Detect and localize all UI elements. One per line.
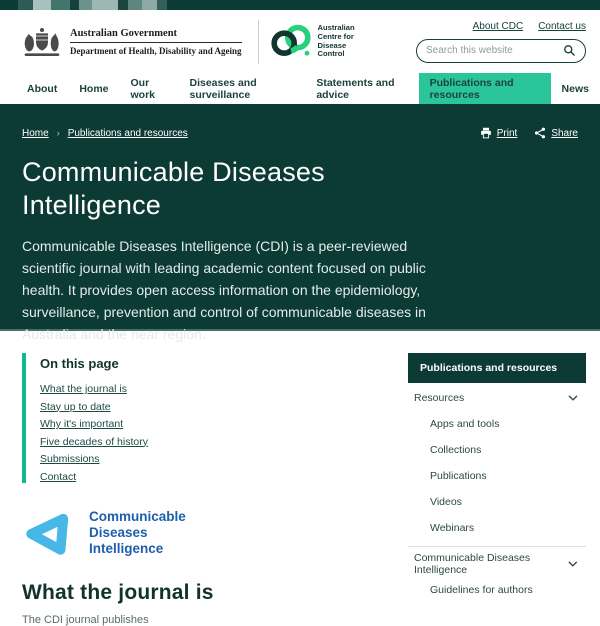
contact-us-link[interactable]: Contact us <box>538 20 586 32</box>
nav-item-our-work[interactable]: Our work <box>130 76 156 101</box>
sidebar-item-guidelines-for-authors[interactable]: Guidelines for authors <box>430 584 533 596</box>
government-line2: Department of Health, Disability and Ageing <box>70 45 242 56</box>
header-divider <box>258 20 259 64</box>
print-icon <box>480 127 492 139</box>
nav-item-diseases-and-surveillance[interactable]: Diseases and surveillance <box>189 76 257 101</box>
on-this-page-title: On this page <box>40 356 119 371</box>
sidebar-item-publications[interactable]: Publications <box>430 470 487 482</box>
toc-link-contact[interactable]: Contact <box>40 470 77 483</box>
sidebar-title: Publications and resources <box>408 353 586 383</box>
sidebar-menu <box>408 353 586 626</box>
main-nav <box>0 73 600 104</box>
sidebar-item-resources-label: Resources <box>414 392 465 404</box>
sidebar-item-resources[interactable] <box>408 385 586 411</box>
sidebar-item-cdi-label: Communicable Diseases Intelligence <box>414 552 531 576</box>
government-text <box>70 28 242 56</box>
coat-of-arms-icon <box>22 25 62 59</box>
content-area <box>0 331 600 626</box>
sidebar-item-webinars[interactable]: Webinars <box>430 522 475 534</box>
toc-link-five-decades-of-history[interactable]: Five decades of history <box>40 435 148 448</box>
cdc-logo-line2: Centre for <box>317 31 354 41</box>
sidebar-divider <box>408 546 586 547</box>
chevron-down-icon[interactable] <box>568 395 578 402</box>
page-intro: Communicable Diseases Intelligence (CDI) is a peer-reviewed scientific journal with leading academic content focused on public health. It provides open access information on the epidemiology, surveillance, prevention and control of communicable diseases in Australia and the near region. <box>22 238 426 342</box>
cdc-rings-icon <box>271 23 311 61</box>
print-action[interactable] <box>480 127 518 139</box>
nav-item-about[interactable]: About <box>27 82 58 95</box>
header-links <box>473 21 586 32</box>
cdc-logo-text <box>318 24 355 60</box>
breadcrumb <box>22 128 188 139</box>
toc-link-submissions[interactable]: Submissions <box>40 453 100 465</box>
sidebar-item-collections[interactable]: Collections <box>430 444 482 456</box>
cdc-logo-line1: Australian <box>317 22 355 32</box>
sidebar-item-communicable-diseases-intelligence[interactable] <box>408 551 586 577</box>
sidebar-item-apps-and-tools[interactable]: Apps and tools <box>430 418 500 430</box>
toc-link-what-the-journal-is[interactable]: What the journal is <box>40 383 127 395</box>
on-this-page <box>22 353 384 483</box>
cdc-logo[interactable] <box>271 23 355 61</box>
share-action[interactable] <box>534 127 578 139</box>
sidebar-item-videos[interactable]: Videos <box>430 496 462 508</box>
nav-item-statements-and-advice[interactable]: Statements and advice <box>316 76 395 101</box>
cdi-logo-line3: Intelligence <box>89 540 164 556</box>
government-line1: Australian Government <box>70 28 242 43</box>
toc-link-stay-up-to-date[interactable]: Stay up to date <box>40 400 111 413</box>
page-actions <box>480 127 578 139</box>
header-right <box>416 21 586 63</box>
section-heading: What the journal is <box>22 581 214 604</box>
search-input[interactable] <box>426 45 563 56</box>
cdi-logo-text <box>89 509 186 557</box>
cdi-logo-line2: Diseases <box>89 525 148 541</box>
site-header <box>0 10 600 73</box>
search-icon[interactable] <box>563 44 576 57</box>
main-column <box>22 353 384 626</box>
cdi-journal-logo <box>22 509 384 557</box>
nav-item-publications-and-resources[interactable]: Publications and resources <box>419 73 551 104</box>
cdc-logo-line3: Disease <box>317 40 347 50</box>
cdc-logo-line4: Control <box>317 49 345 59</box>
cdi-triangle-icon <box>22 509 76 557</box>
share-icon <box>534 127 546 139</box>
top-decorative-stripe <box>0 0 600 10</box>
cdi-logo-line1: Communicable <box>89 509 186 525</box>
breadcrumb-publications-link[interactable]: Publications and resources <box>67 127 188 139</box>
nav-item-news[interactable]: News <box>561 82 589 95</box>
breadcrumb-home-link[interactable]: Home <box>22 127 49 139</box>
nav-item-home[interactable]: Home <box>79 82 109 95</box>
share-link[interactable]: Share <box>551 127 578 139</box>
breadcrumb-separator-icon: › <box>56 128 60 138</box>
print-link[interactable]: Print <box>496 127 518 139</box>
chevron-down-icon[interactable] <box>568 561 578 568</box>
australian-government-crest <box>22 25 242 59</box>
toc-link-why-its-important[interactable]: Why it's important <box>40 418 124 430</box>
section-body-partial: The CDI journal publishes <box>22 614 149 626</box>
search-box[interactable] <box>416 39 586 63</box>
about-cdc-link[interactable]: About CDC <box>472 20 524 32</box>
page-title: Communicable Diseases Intelligence <box>22 157 325 221</box>
hero-banner <box>0 104 600 342</box>
